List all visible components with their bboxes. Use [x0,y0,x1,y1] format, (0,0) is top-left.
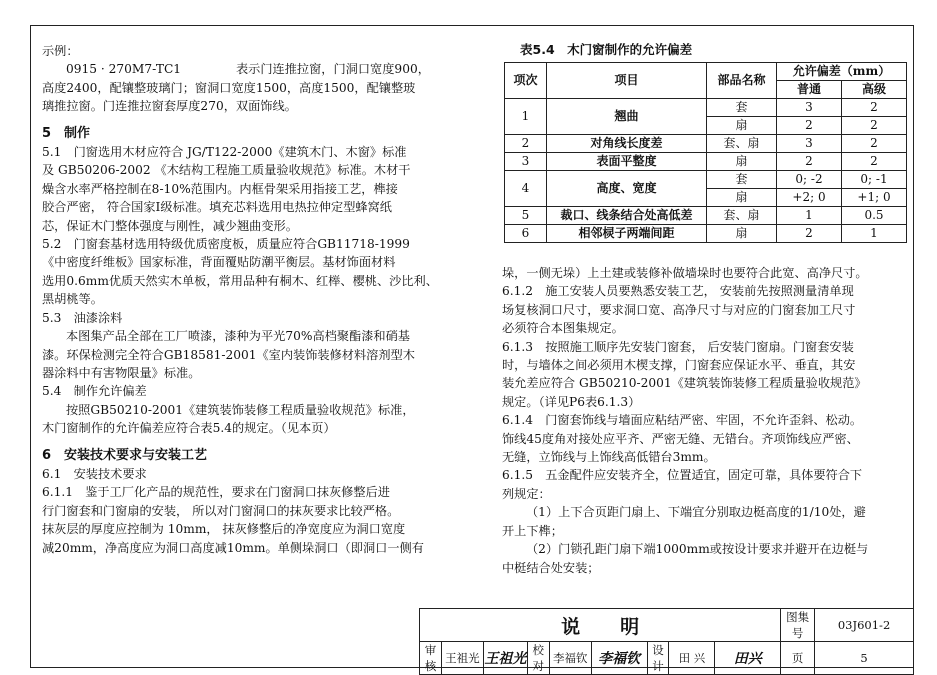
right-column [502,264,906,577]
s51-line-1: 5.1 门窗选用木材应符合 JG/T122-2000《建筑木门、木窗》标准 [42,145,407,160]
s611-line-4: 减20mm，净高度应为洞口高度减10mm。单侧垛洞口（即洞口一侧有 [42,540,424,555]
table-row [505,135,907,153]
design-label: 设计 [647,642,669,675]
left-column [42,42,452,557]
s614-line-3: 无缝，立饰线与上饰线高低错台3mm。 [502,450,716,465]
s52-line-4: 黑胡桃等。 [42,292,103,307]
cell-high: 2 [842,135,907,153]
page-number: 5 [815,642,914,675]
designer-signature: 田兴 [715,642,781,675]
example-desc-1: 表示门连推拉窗，门洞口宽度900， [236,62,430,77]
s615-line-1: 6.1.5 五金配件应安装齐全，位置适宜，固定可靠，具体要符合下 [502,468,863,483]
header-no: 项次 [505,63,547,99]
cell-item: 相邻棂子两端间距 [547,225,707,243]
header-tolerance: 允许偏差（mm） [777,63,907,81]
cell-part: 扇 [707,153,777,171]
checker-name: 李福钦 [549,642,591,675]
tolerance-table [504,62,907,243]
s612-line-2: 场复核洞口尺寸，要求洞口宽、高净尺寸与对应的门窗套加工尺寸 [502,302,856,317]
cell-item: 高度、宽度 [547,171,707,207]
cell-normal: 0; -2 [777,171,842,189]
s53-line-3: 器涂料中有害物限量》标准。 [42,365,201,380]
s612-line-1: 6.1.2 施工安装人员要熟悉安装工艺， 安装前先按照测量清单现 [502,284,854,299]
table-row [505,171,907,189]
cell-item: 翘曲 [547,99,707,135]
header-high: 高级 [842,81,907,99]
s61-title: 6.1 安装技术要求 [42,466,147,481]
header-item: 项目 [547,63,707,99]
cell-part: 套 [707,171,777,189]
s615-line-2: 列规定： [502,486,551,501]
example-line-1 [42,60,452,78]
item-1-line-2: 开上下榫； [502,523,563,538]
header-normal: 普通 [777,81,842,99]
cont-line-1: 垛，一侧无垛）上土建或装修补做墙垛时也要符合此宽、高净尺寸。 [502,266,868,280]
s54-line-2: 木门窗制作的允许偏差应符合表5.4的规定。（见本页） [42,421,336,436]
cell-item: 对角线长度差 [547,135,707,153]
cell-no: 2 [505,135,547,153]
s51-line-5: 芯，保证木门整体强度与刚性，减少翘曲变形。 [42,218,298,233]
section-6-title: 6 安装技术要求与安装工艺 [42,447,208,463]
example-heading: 示例： [42,44,79,58]
designer-name: 田 兴 [669,642,715,675]
cell-normal: 2 [777,153,842,171]
title-block [419,608,914,675]
page-label: 页 [781,642,815,675]
s53-title: 5.3 油漆涂料 [42,310,123,325]
s611-line-1: 6.1.1 鉴于工厂化产品的规范性，要求在门窗洞口抹灰修整后进 [42,485,390,500]
cell-high: 2 [842,153,907,171]
s51-line-2: 及 GB50206-2002 《木结构工程施工质量验收规范》标准。木材干 [42,163,411,178]
reviewer-name: 王祖光 [441,642,483,675]
cell-part: 扇 [707,189,777,207]
cell-normal: 3 [777,99,842,117]
example-code: 0915 · 270M7-TC1 [66,62,182,77]
table-row [505,99,907,117]
cell-part: 套、扇 [707,135,777,153]
atlas-number: 03J601-2 [815,609,914,642]
s613-line-2: 时，与墙体之间必须用木楔支撑，门窗套应保证水平、垂直，其安 [502,358,856,373]
s54-line-1: 按照GB50210-2001《建筑装饰装修工程质量验收规范》标准， [66,402,415,417]
example-line-3: 璃推拉窗。门连推拉窗套厚度270，双面饰线。 [42,99,297,114]
cell-high: 0.5 [842,207,907,225]
review-label: 审核 [420,642,442,675]
item-2-line-1: （2）门锁孔距门扇下端1000mm或按设计要求并避开在边梃与 [526,542,869,557]
cell-normal: 1 [777,207,842,225]
cell-part: 扇 [707,117,777,135]
cell-high: +1; 0 [842,189,907,207]
cell-normal: 2 [777,225,842,243]
s611-line-2: 行门窗套和门窗扇的安装， 所以对门窗洞口的抹灰要求比较严格。 [42,503,400,518]
cell-normal: 3 [777,135,842,153]
s53-line-1: 本图集产品全部在工厂喷漆，漆种为平光70%高档聚酯漆和硝基 [66,329,410,344]
s52-line-3: 选用0.6mm优质天然实木单板，常用品种有桐木、红榉、樱桃、沙比利、 [42,273,438,288]
cell-item: 裁口、线条结合处高低差 [547,207,707,225]
cell-part: 套、扇 [707,207,777,225]
s52-line-2: 《中密度纤维板》国家标准，背面覆贴防潮平衡层。基材饰面材料 [42,255,396,270]
table-caption: 表5.4 木门窗制作的允许偏差 [520,42,693,57]
s613-line-4: 规定。（详见P6表6.1.3） [502,394,641,409]
check-label: 校对 [527,642,549,675]
s51-line-3: 燥含水率严格控制在8-10%范围内。内框骨架采用指接工艺，榫接 [42,181,398,196]
cell-no: 3 [505,153,547,171]
s53-line-2: 漆。环保检测完全符合GB18581-2001《室内装饰装修材料溶剂型木 [42,347,415,362]
s54-title: 5.4 制作允许偏差 [42,384,147,399]
cell-normal: 2 [777,117,842,135]
example-line-2: 高度2400，配镶整玻璃门；窗洞口宽度1500，高度1500，配镶整玻 [42,80,416,95]
table-row [505,225,907,243]
cell-no: 4 [505,171,547,207]
s614-line-1: 6.1.4 门窗套饰线与墙面应粘结严密、牢固，不允许歪斜、松动。 [502,413,863,428]
s614-line-2: 饰线45度角对接处应平齐、严密无缝、无错台。齐项饰线应严密、 [502,431,859,446]
reviewer-signature: 王祖光 [483,642,527,675]
cell-normal: +2; 0 [777,189,842,207]
table-row [505,153,907,171]
cell-high: 2 [842,99,907,117]
cell-high: 1 [842,225,907,243]
cell-high: 2 [842,117,907,135]
cell-no: 5 [505,207,547,225]
cell-part: 扇 [707,225,777,243]
item-1-line-1: （1）上下合页距门扇上、下端宜分别取边梃高度的1/10处，避 [526,505,866,520]
s613-line-1: 6.1.3 按照施工顺序先安装门窗套， 后安装门窗扇。门窗套安装 [502,339,854,354]
table-row [505,207,907,225]
sheet-title: 说明 [420,609,781,642]
cell-no: 6 [505,225,547,243]
checker-signature: 李福钦 [591,642,647,675]
s611-line-3: 抹灰层的厚度应控制为 10mm， 抹灰修整后的净宽度应为洞口宽度 [42,522,406,537]
s52-line-1: 5.2 门窗套基材选用特级优质密度板，质量应符合GB11718-1999 [42,237,410,252]
s613-line-3: 装允差应符合 GB50210-2001《建筑装饰装修工程质量验收规范》 [502,376,867,391]
cell-no: 1 [505,99,547,135]
cell-item: 表面平整度 [547,153,707,171]
header-part: 部品名称 [707,63,777,99]
s612-line-3: 必须符合本图集规定。 [502,321,624,336]
atlas-label: 图集号 [781,609,815,642]
s51-line-4: 胶合严密， 符合国家I级标准。填充芯料选用电热拉伸定型蜂窝纸 [42,200,392,215]
cell-part: 套 [707,99,777,117]
cell-high: 0; -1 [842,171,907,189]
section-5-title: 5 制作 [42,125,91,141]
item-2-line-2: 中梃结合处安装； [502,560,600,575]
